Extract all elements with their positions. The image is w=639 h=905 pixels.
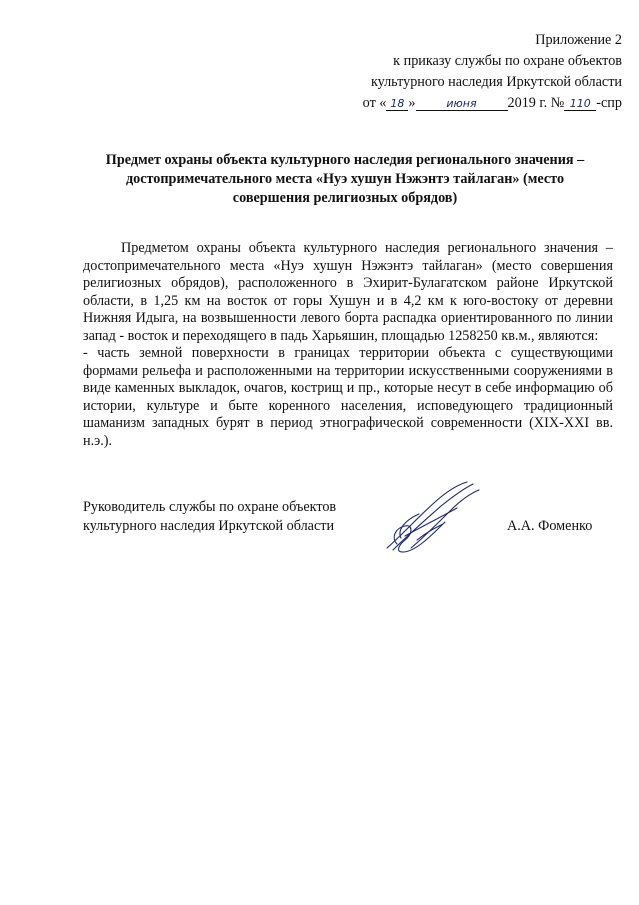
title-line-2: достопримечательного места «Нуэ хушун Нэжэнтэ тайлаган» (место bbox=[125, 171, 565, 187]
appendix-header bbox=[363, 30, 622, 114]
signatory-name: А.А. Фоменко bbox=[507, 518, 593, 534]
title-line-1: Предмет охраны объекта культурного наследия регионального значения – bbox=[105, 152, 585, 168]
order-date-line bbox=[363, 93, 622, 114]
number-handwritten: 110 bbox=[569, 97, 591, 110]
body-paragraph-1: Предметом охраны объекта культурного наследия регионального значения – достопримечательного места «Нуэ хушун Нэжэнтэ тайлаган» (место совершения религиозных обрядов), расположенного в Эхирит-Булагатском районе Иркутской области, в 1,25 км на восток от горы Хушун и в 4,2 км к юго-востоку от деревни Нижняя Идыга, на возвышенности левого борта распадка ориентированного по линии запад - восток и переходящего в падь Харьяшин, площадью 1258250 кв.м., являются: bbox=[83, 240, 613, 344]
day-handwritten: 18 bbox=[390, 97, 405, 110]
date-prefix: от « bbox=[362, 95, 387, 111]
order-reference: к приказу службы по охране объектов bbox=[393, 53, 622, 69]
agency-name: культурного наследия Иркутской области bbox=[370, 74, 622, 90]
number-field bbox=[564, 95, 596, 111]
handwritten-signature bbox=[383, 478, 483, 556]
day-close-quote: » bbox=[408, 95, 416, 111]
document-title bbox=[60, 151, 630, 208]
appendix-title: Приложение 2 bbox=[535, 32, 622, 48]
signatory-position-line-2: культурного наследия Иркутской области bbox=[83, 518, 335, 534]
day-field bbox=[386, 95, 408, 111]
signatory-position bbox=[83, 498, 336, 536]
signatory-position-line-1: Руководитель службы по охране объектов bbox=[83, 499, 337, 515]
month-field bbox=[416, 95, 508, 111]
month-handwritten: июня bbox=[446, 97, 477, 110]
document-body bbox=[83, 240, 613, 450]
year-and-number-label: 2019 г. № bbox=[507, 95, 565, 111]
number-suffix: -спр bbox=[596, 95, 622, 111]
body-paragraph-2: - часть земной поверхности в границах территории объекта с существующими формами рельефа и расположенными на территории искусственными сооружениями в виде каменных выкладок, очагов, кострищ и пр., которые несут в себе информацию об истории, культуре и быте коренного населения, исповедующего традиционный шаманизм западных бурят в период этнографической современности (XIX-XXI вв. н.э.). bbox=[83, 345, 613, 449]
title-line-3: совершения религиозных обрядов) bbox=[232, 190, 458, 206]
